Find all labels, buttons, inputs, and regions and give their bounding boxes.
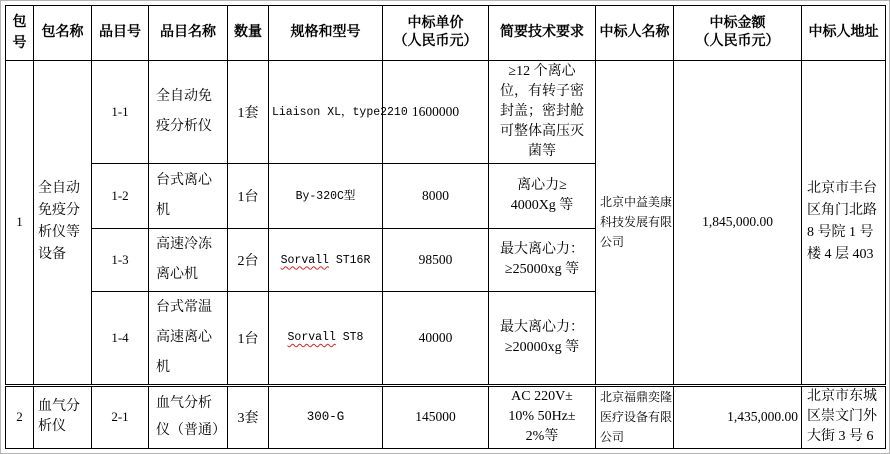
tech-requirements-cell: ≥12 个离心 位，有转子密 封盖；密封舱 可整体高压灭 菌等 xyxy=(489,61,596,164)
item-name-cell: 台式离心 机 xyxy=(149,164,228,229)
award-amount-cell: 1,435,000.00 xyxy=(674,385,802,448)
item-no-cell: 1-1 xyxy=(92,61,149,164)
header-winner-address: 中标人地址 xyxy=(802,6,886,61)
spec-model-cell xyxy=(269,291,383,385)
winner-name-cell: 北京中益美康 科技发展有限 公司 xyxy=(596,61,674,386)
package-no-cell: 2 xyxy=(6,385,34,448)
item-name-cell: 全自动免 疫分析仪 xyxy=(149,61,228,164)
spec-model-cell: Liaison XL，type2210 xyxy=(269,61,383,164)
unit-price-cell: 98500 xyxy=(383,229,489,291)
header-item-name: 品目名称 xyxy=(149,6,228,61)
tech-requirements-cell: 最大离心力： ≥25000xg 等 xyxy=(489,229,596,291)
header-package-no: 包 号 xyxy=(6,6,34,61)
tech-requirements-cell: AC 220V± 10% 50Hz± 2%等 xyxy=(489,385,596,448)
quantity-cell: 1台 xyxy=(228,164,269,229)
spec-model-cell: 300-G xyxy=(269,385,383,448)
item-name-cell: 血气分析 仪（普通） xyxy=(149,385,228,448)
spec-brand: Sorvall xyxy=(280,253,329,267)
header-tech-requirements: 简要技术要求 xyxy=(489,6,596,61)
item-no-cell: 1-4 xyxy=(92,291,149,385)
spec-brand: Sorvall xyxy=(287,331,336,345)
package-name-cell: 血气分 析仪 xyxy=(34,385,92,448)
item-no-cell: 2-1 xyxy=(92,385,149,448)
item-name-cell: 高速冷冻 离心机 xyxy=(149,229,228,291)
table-row xyxy=(6,61,886,164)
header-spec-model: 规格和型号 xyxy=(269,6,383,61)
spec-model: ST16R xyxy=(335,253,371,267)
award-amount-cell: 1,845,000.00 xyxy=(674,61,802,386)
quantity-cell: 2台 xyxy=(228,229,269,291)
table-row xyxy=(6,385,886,448)
header-unit-price: 中标单价 （人民币元） xyxy=(383,6,489,61)
header-award-amount: 中标金额 （人民币元） xyxy=(674,6,802,61)
header-quantity: 数量 xyxy=(228,6,269,61)
package-name-cell: 全自动 免疫分 析仪等 设备 xyxy=(34,61,92,386)
item-no-cell: 1-3 xyxy=(92,229,149,291)
package-no-cell: 1 xyxy=(6,61,34,386)
header-winner-name: 中标人名称 xyxy=(596,6,674,61)
winner-address-cell: 北京市东城 区崇文门外 大街 3 号 6 xyxy=(802,385,886,448)
award-results-table xyxy=(5,5,886,449)
unit-price-cell: 40000 xyxy=(383,291,489,385)
unit-price-cell: 8000 xyxy=(383,164,489,229)
quantity-cell: 1台 xyxy=(228,291,269,385)
header-item-no: 品目号 xyxy=(92,6,149,61)
tech-requirements-cell: 离心力≥ 4000Xg 等 xyxy=(489,164,596,229)
spec-model-cell xyxy=(269,229,383,291)
unit-price-cell: 1600000 xyxy=(383,61,489,164)
spec-model: ST8 xyxy=(342,331,364,345)
header-package-name: 包名称 xyxy=(34,6,92,61)
winner-address-cell: 北京市丰台 区角门北路 8 号院 1 号 楼 4 层 403 xyxy=(802,61,886,386)
spec-model-cell: By-320C型 xyxy=(269,164,383,229)
quantity-cell: 1套 xyxy=(228,61,269,164)
item-no-cell: 1-2 xyxy=(92,164,149,229)
header-row xyxy=(6,6,886,61)
unit-price-cell: 145000 xyxy=(383,385,489,448)
tech-requirements-cell: 最大离心力： ≥20000xg 等 xyxy=(489,291,596,385)
quantity-cell: 3套 xyxy=(228,385,269,448)
item-name-cell: 台式常温 高速离心 机 xyxy=(149,291,228,385)
winner-name-cell: 北京福鼎奕隆 医疗设备有限 公司 xyxy=(596,385,674,448)
